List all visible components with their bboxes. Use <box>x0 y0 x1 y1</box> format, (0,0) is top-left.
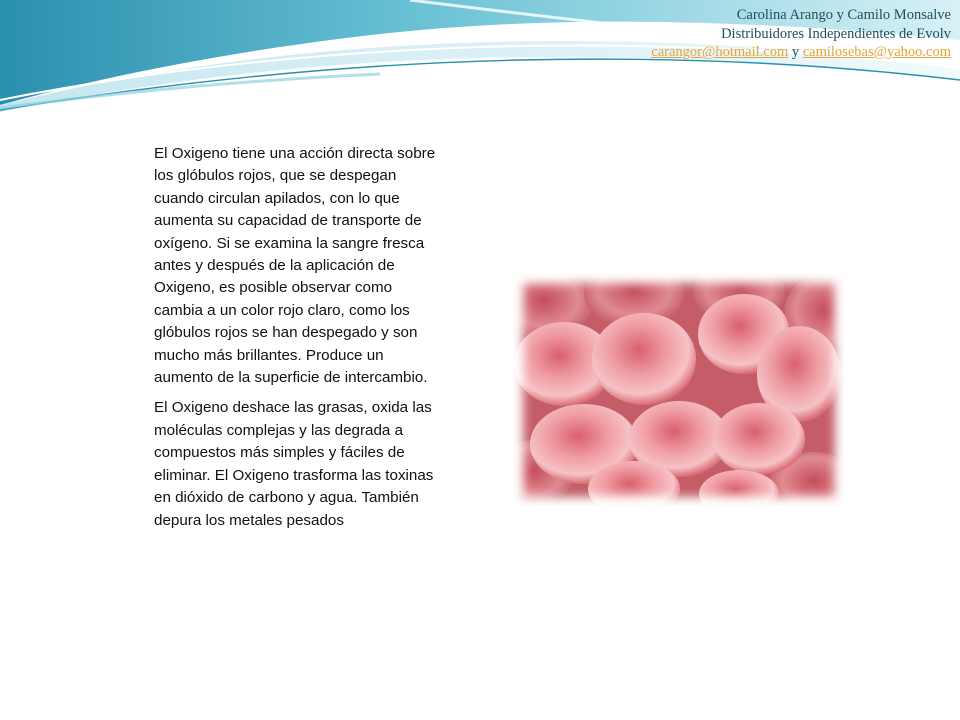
author-credits <box>651 6 951 62</box>
paragraph-fat-oxidation: El Oxigeno deshace las grasas, oxida las moléculas complejas y las degrada a compuestos más simples y fáciles de eliminar. El Oxigeno trasforma las toxinas en dióxido de carbono y agua. También depura los metales pesados <box>154 399 434 529</box>
paragraph-red-blood-cells: El Oxigeno tiene una acción directa sobre los glóbulos rojos, que se despegan cuando circulan apilados, con lo que aumenta su capacidad de transporte de oxígeno. Si se examina la sangre fresca antes y después de la aplicación de Oxigeno, es posible observar como cambia a un color rojo claro, como los glóbulos rojos se han despegado y son mucho más brillantes. Produce un aumento de la superficie de intercambio. <box>154 145 436 387</box>
email-link-carangor[interactable]: carangor@hotmail.com <box>651 44 789 60</box>
red-blood-cells-illustration <box>514 274 844 506</box>
distributor-line: Distribuidores Independientes de Evolv <box>721 25 951 42</box>
contact-emails <box>651 43 951 62</box>
slide-body-text <box>154 143 444 540</box>
email-separator: y <box>788 44 803 60</box>
email-link-camilosebas[interactable]: camilosebas@yahoo.com <box>802 44 951 60</box>
author-names: Carolina Arango y Camilo Monsalve <box>736 7 951 23</box>
red-blood-cells-image <box>514 274 844 506</box>
